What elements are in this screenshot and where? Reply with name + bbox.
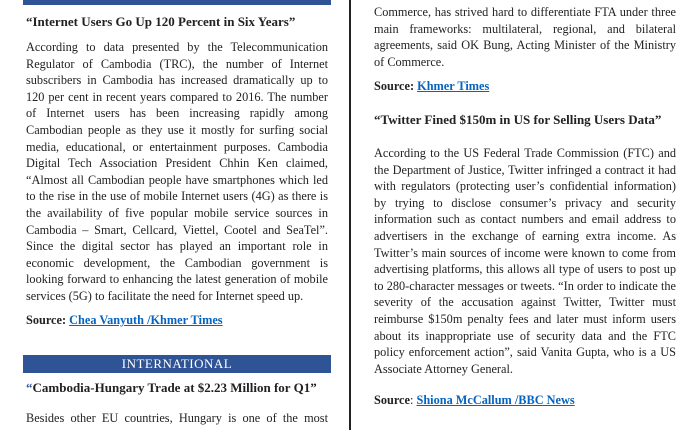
article-source xyxy=(374,79,489,94)
article-body: Commerce, has strived hard to differentiate FTA under three main frameworks: multilateral, regional, and bilateral agreements, said OK Bung, Acting Minister of the Ministry of Commerce. xyxy=(374,5,676,69)
source-link[interactable]: Khmer Times xyxy=(417,79,490,93)
source-link[interactable]: Shiona McCallum /BBC News xyxy=(416,393,575,407)
article-source xyxy=(26,313,223,328)
column-divider xyxy=(349,0,351,430)
section-header-international: INTERNATIONAL xyxy=(23,355,331,373)
source-separator: : xyxy=(409,393,414,407)
source-label: Source: xyxy=(26,313,67,327)
title-text: Cambodia-Hungary Trade at $2.23 Million for Q1” xyxy=(32,380,317,395)
article-body: According to the US Federal Trade Commission (FTC) and the Department of Justice, Twitter infringed a contract it had with regulators (protecting user’s confidential information) by trying to disclose consumer’s privacy and security information such as contact numbers and email address to advertisers in the exchange of earning extra income. As Twitter’s main sources of income were known to come from advertising platforms, this allows all type of users to post up to 280-character messages or tweets. “In order to indicate the severity of the accusation against Twitter, Twitter must reimburse $150m penalty fees and later must inform users about its inappropriate use of security data and the FTC policy enforcement action”, said Vanita Gupta, who is a US Associate Attorney General. xyxy=(374,146,676,376)
article-source xyxy=(374,393,575,408)
article-title xyxy=(26,380,317,396)
left-column xyxy=(23,0,331,425)
article-title: “Internet Users Go Up 120 Percent in Six Years” xyxy=(26,14,296,29)
source-label: Source xyxy=(374,393,410,407)
article-body: Besides other EU countries, Hungary is one of the most xyxy=(26,411,328,425)
article-title: “Twitter Fined $150m in US for Selling Users Data” xyxy=(374,112,662,127)
title-quote: “ xyxy=(26,380,33,395)
source-link[interactable]: Chea Vanyuth /Khmer Times xyxy=(69,313,223,327)
section-header-bar xyxy=(23,0,331,5)
source-label: Source: xyxy=(374,79,415,93)
article-body: According to data presented by the Telecommunication Regulator of Cambodia (TRC), the number of Internet subscribers in Cambodia has increased dramatically up to 120 per cent in recent years compared to 2016. The number of Internet users has been increasing rapidly among Cambodian people as they use it mostly for surfing social media, educational, or entertainment purposes. Cambodia Digital Tech Association President Chhin Ken claimed, “Almost all Cambodian people have smartphones which led to the rise in the use of mobile Internet users (4G) as there is the availability of five popular mobile service sources in Cambodia – Smart, Cellcard, Viettel, Cootel and SeaTel”. Since the digital sector has played an important role in economic development, the Cambodian government is looking forward to enhancing the latest generation of mobile services (5G) to facilitate the need for Internet speed up. xyxy=(26,40,328,303)
